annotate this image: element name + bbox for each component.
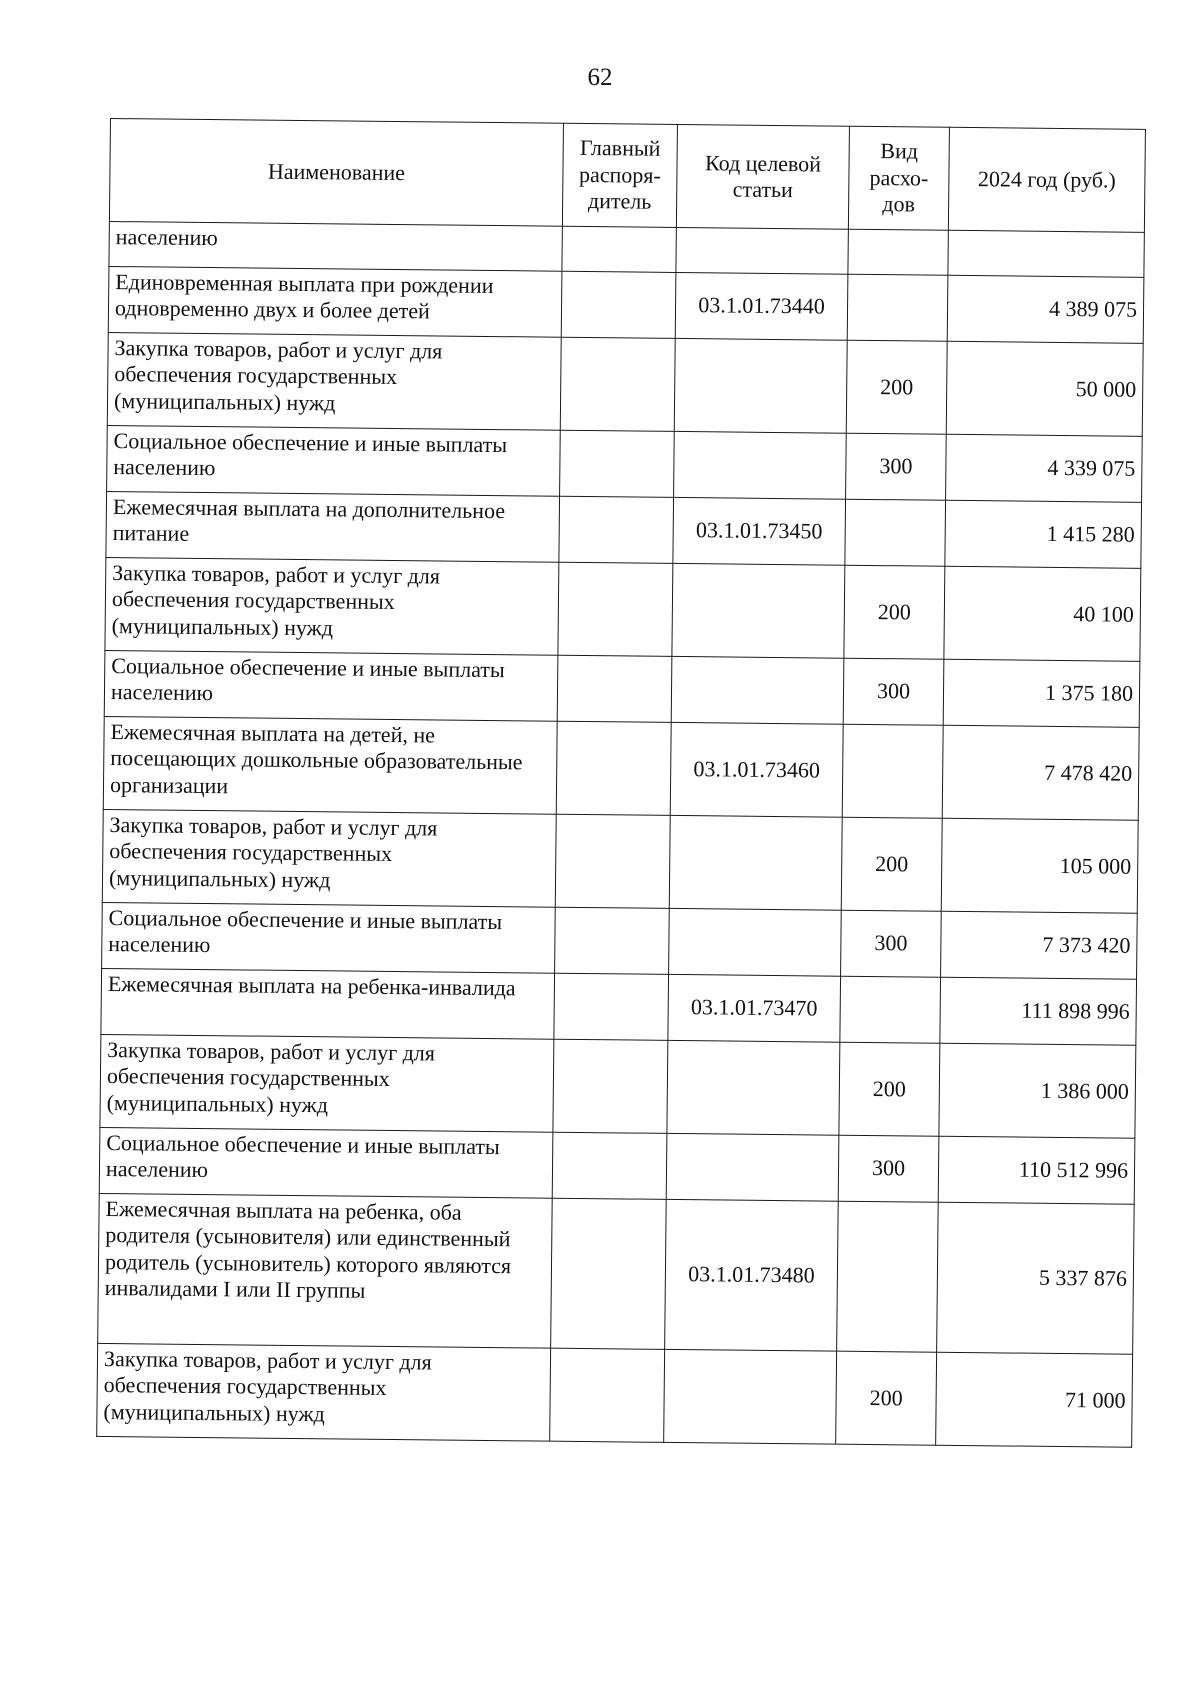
table-body [97,221,1145,1447]
table-row [100,1034,1136,1138]
cell-name: Закупка товаров, работ и услуг для обеспечения государственных (муниципальных) нужд [97,1343,551,1441]
cell-name: Ежемесячная выплата на детей, не посещающих дошкольные образовательные организации [103,716,557,814]
cell-code [666,1133,839,1201]
cell-grbs [555,907,670,974]
cell-vid [847,274,948,341]
cell-amount: 105 000 [941,818,1138,913]
cell-name: Закупка товаров, работ и услуг для обеспечения государственных (муниципальных) нужд [107,332,561,430]
cell-name: Социальное обеспечение и иные выплаты населению [102,902,556,973]
cell-amount: 7 373 420 [941,911,1138,979]
cell-grbs [560,430,675,497]
header-grbs: Главный распоря-дитель [562,123,677,227]
cell-amount: 4 339 075 [946,434,1143,502]
cell-amount: 111 898 996 [940,977,1137,1045]
cell-grbs [553,1039,668,1133]
budget-table [96,118,1146,1448]
cell-vid: 300 [838,1135,939,1202]
cell-amount: 110 512 996 [938,1136,1135,1204]
cell-vid [845,499,946,566]
cell-grbs [554,973,669,1040]
cell-amount: 1 386 000 [939,1043,1136,1138]
cell-code: 03.1.01.73450 [673,497,846,565]
cell-amount: 7 478 420 [942,725,1139,820]
table-row [106,491,1142,568]
budget-table-container [96,118,1145,1448]
table-row [107,332,1143,436]
cell-grbs [557,655,672,722]
table-row [102,809,1138,913]
cell-amount: 71 000 [936,1352,1133,1447]
cell-amount: 4 389 075 [947,275,1144,343]
cell-code: 03.1.01.73440 [675,272,848,340]
cell-amount: 40 100 [944,566,1141,661]
cell-name: Ежемесячная выплата на ребенка-инвалида [101,968,555,1039]
cell-code [667,1040,840,1135]
header-amount: 2024 год (руб.) [948,127,1145,232]
table-row [102,902,1138,979]
table-row [107,425,1143,502]
table-row [97,1343,1133,1447]
cell-vid [840,976,941,1043]
table-row [105,557,1141,661]
cell-name: Социальное обеспечение и иные выплаты населению [104,650,558,721]
cell-code: 03.1.01.73480 [665,1199,839,1351]
cell-name: Закупка товаров, работ и услуг для обеспечения государственных (муниципальных) нужд [102,809,556,907]
cell-name: Ежемесячная выплата на дополнительное питание [106,491,560,562]
cell-amount: 1 375 180 [943,659,1140,727]
cell-vid: 200 [839,1042,940,1136]
cell-code [676,227,848,274]
cell-vid: 200 [844,565,945,659]
table-row [101,968,1137,1045]
header-vid: Вид расхо-дов [848,126,949,230]
cell-name: Закупка товаров, работ и услуг для обеспечения государственных (муниципальных) нужд [100,1034,554,1132]
table-row [99,1127,1135,1204]
cell-grbs [550,1348,665,1442]
cell-grbs [560,337,675,431]
cell-grbs [559,496,674,563]
header-row [109,119,1145,233]
cell-code [664,1349,837,1444]
cell-code [674,431,847,499]
header-code: Код целевой статьи [676,124,849,229]
cell-name: населению [109,221,562,271]
cell-vid: 200 [841,817,942,911]
cell-grbs [556,721,671,815]
cell-grbs [551,1198,667,1349]
table-row [103,716,1139,820]
cell-vid [842,724,943,818]
cell-vid: 200 [846,340,947,434]
cell-name: Социальное обеспечение и иные выплаты населению [107,425,561,496]
cell-vid: 300 [843,658,944,725]
table-row [104,650,1140,727]
cell-grbs [561,271,676,338]
cell-code: 03.1.01.73460 [670,722,843,817]
cell-grbs [558,562,673,656]
table-header [109,119,1145,233]
page-number: 62 [587,64,613,91]
cell-code: 03.1.01.73470 [668,974,841,1042]
cell-grbs [562,226,676,272]
cell-name: Ежемесячная выплата на ребенка, оба родителя (усыновителя) или единственный родитель (усыновитель) которого являются инвалидами I или II группы [98,1193,553,1348]
cell-grbs [555,814,670,908]
cell-grbs [552,1132,667,1199]
cell-amount: 50 000 [946,341,1143,436]
cell-code [672,563,845,658]
header-name: Наименование [109,119,563,227]
cell-vid [837,1201,939,1352]
table-row [98,1193,1135,1354]
cell-vid [848,229,948,275]
table-row [108,266,1144,343]
cell-name: Закупка товаров, работ и услуг для обеспечения государственных (муниципальных) нужд [105,557,559,655]
cell-amount: 5 337 876 [937,1202,1135,1354]
cell-amount: 1 415 280 [945,500,1142,568]
cell-code [674,338,847,433]
cell-code [669,908,842,976]
cell-code [671,656,844,724]
cell-vid: 300 [841,910,942,977]
cell-name: Социальное обеспечение и иные выплаты населению [99,1127,553,1198]
cell-name: Единовременная выплата при рождении одновременно двух и более детей [108,266,562,337]
cell-code [669,815,842,910]
cell-vid: 200 [836,1351,937,1445]
cell-vid: 300 [846,433,947,500]
cell-amount [948,230,1144,277]
